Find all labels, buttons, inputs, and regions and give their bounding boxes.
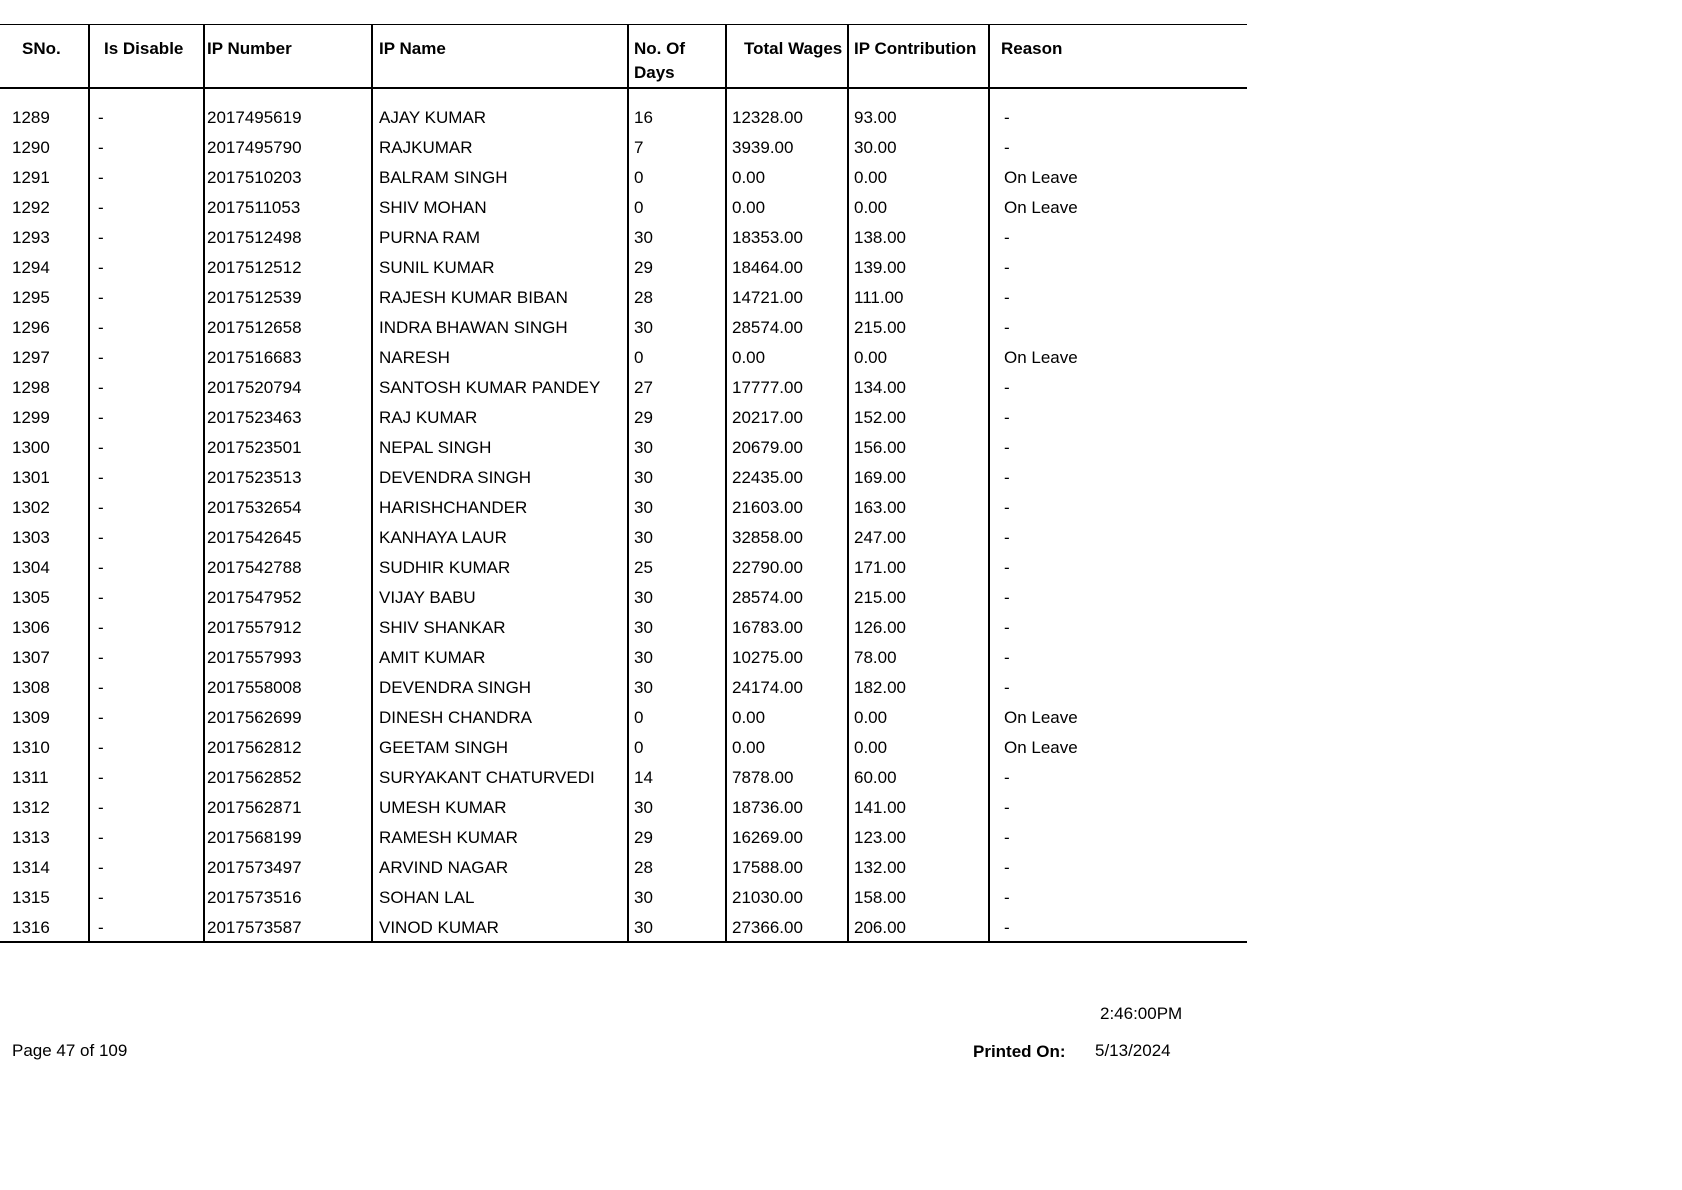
reason-cell: - bbox=[989, 133, 1247, 163]
reason-cell: - bbox=[989, 373, 1247, 403]
ip-name-cell: HARISHCHANDER bbox=[372, 493, 628, 523]
ip-name-cell: SANTOSH KUMAR PANDEY bbox=[372, 373, 628, 403]
printed-on-label: Printed On: bbox=[973, 1042, 1066, 1061]
sno-cell: 1291 bbox=[12, 168, 50, 187]
table-row bbox=[0, 763, 1247, 793]
ip-number-cell: 2017547952 bbox=[204, 583, 372, 613]
contribution-cell: 93.00 bbox=[848, 103, 989, 133]
contribution-cell: 156.00 bbox=[848, 433, 989, 463]
ip-name-cell: RAJ KUMAR bbox=[372, 403, 628, 433]
wages-cell: 16783.00 bbox=[726, 613, 848, 643]
days-cell: 27 bbox=[628, 373, 726, 403]
contribution-cell: 215.00 bbox=[848, 313, 989, 343]
table-row bbox=[0, 163, 1247, 193]
table-row bbox=[0, 553, 1247, 583]
ip-number-cell: 2017495619 bbox=[204, 103, 372, 133]
column-header-no-of-days: No. Of Days bbox=[628, 25, 726, 89]
sno-cell: 1306 bbox=[12, 618, 50, 637]
ip-name-cell: VIJAY BABU bbox=[372, 583, 628, 613]
is-disable-cell: - bbox=[89, 913, 204, 942]
ip-number-cell: 2017573587 bbox=[204, 913, 372, 942]
reason-cell: - bbox=[989, 913, 1247, 942]
column-header-reason: Reason bbox=[989, 25, 1247, 89]
contribution-cell: 132.00 bbox=[848, 853, 989, 883]
contribution-cell: 158.00 bbox=[848, 883, 989, 913]
sno-cell: 1299 bbox=[12, 408, 50, 427]
ip-number-cell: 2017495790 bbox=[204, 133, 372, 163]
is-disable-cell: - bbox=[89, 133, 204, 163]
reason-cell: - bbox=[989, 223, 1247, 253]
ip-number-cell: 2017562852 bbox=[204, 763, 372, 793]
is-disable-cell: - bbox=[89, 163, 204, 193]
wages-cell: 16269.00 bbox=[726, 823, 848, 853]
reason-cell: - bbox=[989, 673, 1247, 703]
ip-number-cell: 2017557912 bbox=[204, 613, 372, 643]
ip-name-cell: BALRAM SINGH bbox=[372, 163, 628, 193]
reason-cell: - bbox=[989, 463, 1247, 493]
days-cell: 29 bbox=[628, 403, 726, 433]
contribution-cell: 78.00 bbox=[848, 643, 989, 673]
wages-cell: 12328.00 bbox=[726, 103, 848, 133]
days-cell: 30 bbox=[628, 523, 726, 553]
table-row bbox=[0, 613, 1247, 643]
table-row bbox=[0, 403, 1247, 433]
table-row bbox=[0, 103, 1247, 133]
sno-cell: 1301 bbox=[12, 468, 50, 487]
ip-number-cell: 2017512512 bbox=[204, 253, 372, 283]
sno-cell: 1296 bbox=[12, 318, 50, 337]
is-disable-cell: - bbox=[89, 883, 204, 913]
column-header-is-disable: Is Disable bbox=[89, 25, 204, 89]
is-disable-cell: - bbox=[89, 613, 204, 643]
column-header-ip-name: IP Name bbox=[372, 25, 628, 89]
ip-name-cell: SHIV MOHAN bbox=[372, 193, 628, 223]
sno-cell: 1304 bbox=[12, 558, 50, 577]
contribution-cell: 182.00 bbox=[848, 673, 989, 703]
sno-cell: 1294 bbox=[12, 258, 50, 277]
days-cell: 0 bbox=[628, 163, 726, 193]
is-disable-cell: - bbox=[89, 313, 204, 343]
wages-cell: 17777.00 bbox=[726, 373, 848, 403]
ip-name-cell: AMIT KUMAR bbox=[372, 643, 628, 673]
column-header-ip-number: IP Number bbox=[204, 25, 372, 89]
ip-name-cell: SOHAN LAL bbox=[372, 883, 628, 913]
days-cell: 30 bbox=[628, 883, 726, 913]
ip-number-cell: 2017516683 bbox=[204, 343, 372, 373]
table-row bbox=[0, 493, 1247, 523]
is-disable-cell: - bbox=[89, 253, 204, 283]
wages-cell: 0.00 bbox=[726, 343, 848, 373]
wages-cell: 3939.00 bbox=[726, 133, 848, 163]
ip-name-cell: VINOD KUMAR bbox=[372, 913, 628, 942]
sno-cell: 1312 bbox=[12, 798, 50, 817]
is-disable-cell: - bbox=[89, 523, 204, 553]
days-cell: 30 bbox=[628, 583, 726, 613]
wages-cell: 22435.00 bbox=[726, 463, 848, 493]
contribution-cell: 138.00 bbox=[848, 223, 989, 253]
ip-name-cell: KANHAYA LAUR bbox=[372, 523, 628, 553]
contribution-cell: 139.00 bbox=[848, 253, 989, 283]
is-disable-cell: - bbox=[89, 763, 204, 793]
ip-name-cell: RAJKUMAR bbox=[372, 133, 628, 163]
ip-number-cell: 2017542645 bbox=[204, 523, 372, 553]
days-cell: 0 bbox=[628, 733, 726, 763]
table-row bbox=[0, 433, 1247, 463]
ip-name-cell: SUNIL KUMAR bbox=[372, 253, 628, 283]
ip-number-cell: 2017512498 bbox=[204, 223, 372, 253]
sno-cell: 1311 bbox=[12, 768, 49, 787]
table-row bbox=[0, 343, 1247, 373]
days-cell: 0 bbox=[628, 193, 726, 223]
reason-cell: - bbox=[989, 403, 1247, 433]
ip-number-cell: 2017573497 bbox=[204, 853, 372, 883]
contribution-cell: 141.00 bbox=[848, 793, 989, 823]
is-disable-cell: - bbox=[89, 103, 204, 133]
ip-number-cell: 2017523513 bbox=[204, 463, 372, 493]
contribution-cell: 171.00 bbox=[848, 553, 989, 583]
table-row bbox=[0, 583, 1247, 613]
table-row bbox=[0, 733, 1247, 763]
wages-cell: 24174.00 bbox=[726, 673, 848, 703]
is-disable-cell: - bbox=[89, 643, 204, 673]
reason-cell: - bbox=[989, 523, 1247, 553]
contribution-cell: 206.00 bbox=[848, 913, 989, 942]
ip-name-cell: ARVIND NAGAR bbox=[372, 853, 628, 883]
column-header-total-wages: Total Wages bbox=[726, 25, 848, 89]
reason-cell: - bbox=[989, 433, 1247, 463]
sno-cell: 1297 bbox=[12, 348, 50, 367]
sno-cell: 1314 bbox=[12, 858, 50, 877]
reason-cell: On Leave bbox=[989, 733, 1247, 763]
is-disable-cell: - bbox=[89, 493, 204, 523]
ip-name-cell: GEETAM SINGH bbox=[372, 733, 628, 763]
ip-number-cell: 2017568199 bbox=[204, 823, 372, 853]
ip-number-cell: 2017511053 bbox=[204, 193, 372, 223]
printed-date: 5/13/2024 bbox=[1095, 1041, 1171, 1060]
table-row bbox=[0, 883, 1247, 913]
sno-cell: 1303 bbox=[12, 528, 50, 547]
is-disable-cell: - bbox=[89, 463, 204, 493]
ip-name-cell: DEVENDRA SINGH bbox=[372, 463, 628, 493]
wages-cell: 28574.00 bbox=[726, 313, 848, 343]
reason-cell: - bbox=[989, 553, 1247, 583]
days-cell: 30 bbox=[628, 493, 726, 523]
reason-cell: On Leave bbox=[989, 343, 1247, 373]
reason-cell: - bbox=[989, 253, 1247, 283]
table-body bbox=[0, 88, 1247, 942]
table-row bbox=[0, 373, 1247, 403]
ip-number-cell: 2017510203 bbox=[204, 163, 372, 193]
sno-cell: 1289 bbox=[12, 108, 50, 127]
is-disable-cell: - bbox=[89, 703, 204, 733]
wages-cell: 20679.00 bbox=[726, 433, 848, 463]
sno-cell: 1309 bbox=[12, 708, 50, 727]
ip-number-cell: 2017520794 bbox=[204, 373, 372, 403]
ip-name-cell: NARESH bbox=[372, 343, 628, 373]
sno-cell: 1313 bbox=[12, 828, 50, 847]
table-row bbox=[0, 313, 1247, 343]
ip-name-cell: DINESH CHANDRA bbox=[372, 703, 628, 733]
sno-cell: 1298 bbox=[12, 378, 50, 397]
table-row bbox=[0, 253, 1247, 283]
is-disable-cell: - bbox=[89, 733, 204, 763]
contribution-cell: 215.00 bbox=[848, 583, 989, 613]
days-cell: 14 bbox=[628, 763, 726, 793]
reason-cell: - bbox=[989, 793, 1247, 823]
ip-number-cell: 2017562871 bbox=[204, 793, 372, 823]
reason-cell: - bbox=[989, 493, 1247, 523]
days-cell: 30 bbox=[628, 793, 726, 823]
ip-number-cell: 2017562812 bbox=[204, 733, 372, 763]
wages-cell: 21030.00 bbox=[726, 883, 848, 913]
contribution-cell: 0.00 bbox=[848, 733, 989, 763]
wages-cell: 20217.00 bbox=[726, 403, 848, 433]
is-disable-cell: - bbox=[89, 583, 204, 613]
is-disable-cell: - bbox=[89, 853, 204, 883]
table-row bbox=[0, 463, 1247, 493]
contribution-cell: 60.00 bbox=[848, 763, 989, 793]
contribution-cell: 126.00 bbox=[848, 613, 989, 643]
ip-name-cell: RAMESH KUMAR bbox=[372, 823, 628, 853]
table-row bbox=[0, 223, 1247, 253]
days-cell: 16 bbox=[628, 103, 726, 133]
ip-name-cell: SHIV SHANKAR bbox=[372, 613, 628, 643]
ip-number-cell: 2017558008 bbox=[204, 673, 372, 703]
wages-cell: 27366.00 bbox=[726, 913, 848, 942]
wages-cell: 0.00 bbox=[726, 193, 848, 223]
wages-cell: 28574.00 bbox=[726, 583, 848, 613]
wages-cell: 7878.00 bbox=[726, 763, 848, 793]
wages-cell: 32858.00 bbox=[726, 523, 848, 553]
is-disable-cell: - bbox=[89, 433, 204, 463]
table-row bbox=[0, 823, 1247, 853]
wages-cell: 18464.00 bbox=[726, 253, 848, 283]
reason-cell: - bbox=[989, 643, 1247, 673]
wages-cell: 18736.00 bbox=[726, 793, 848, 823]
wages-cell: 17588.00 bbox=[726, 853, 848, 883]
days-cell: 28 bbox=[628, 853, 726, 883]
wages-cell: 0.00 bbox=[726, 733, 848, 763]
ip-number-cell: 2017512658 bbox=[204, 313, 372, 343]
wages-cell: 0.00 bbox=[726, 163, 848, 193]
header-spacer-row bbox=[0, 88, 1247, 103]
table-row bbox=[0, 853, 1247, 883]
table-row bbox=[0, 193, 1247, 223]
reason-cell: On Leave bbox=[989, 703, 1247, 733]
days-cell: 30 bbox=[628, 223, 726, 253]
table-row bbox=[0, 793, 1247, 823]
reason-cell: - bbox=[989, 283, 1247, 313]
is-disable-cell: - bbox=[89, 793, 204, 823]
reason-cell: - bbox=[989, 853, 1247, 883]
contribution-cell: 0.00 bbox=[848, 163, 989, 193]
days-cell: 30 bbox=[628, 463, 726, 493]
wages-cell: 18353.00 bbox=[726, 223, 848, 253]
column-header-sno: SNo. bbox=[0, 25, 89, 89]
days-cell: 7 bbox=[628, 133, 726, 163]
ip-name-cell: INDRA BHAWAN SINGH bbox=[372, 313, 628, 343]
sno-cell: 1316 bbox=[12, 918, 50, 937]
contribution-cell: 163.00 bbox=[848, 493, 989, 523]
sno-cell: 1292 bbox=[12, 198, 50, 217]
reason-cell: - bbox=[989, 883, 1247, 913]
days-cell: 29 bbox=[628, 823, 726, 853]
reason-cell: - bbox=[989, 583, 1247, 613]
days-cell: 30 bbox=[628, 673, 726, 703]
contribution-cell: 134.00 bbox=[848, 373, 989, 403]
contribution-cell: 0.00 bbox=[848, 193, 989, 223]
is-disable-cell: - bbox=[89, 373, 204, 403]
contribution-cell: 0.00 bbox=[848, 343, 989, 373]
contribution-cell: 0.00 bbox=[848, 703, 989, 733]
sno-cell: 1315 bbox=[12, 888, 50, 907]
reason-cell: - bbox=[989, 313, 1247, 343]
ip-number-cell: 2017512539 bbox=[204, 283, 372, 313]
print-time: 2:46:00PM bbox=[1100, 1004, 1183, 1023]
table-header-row bbox=[0, 25, 1247, 89]
sno-cell: 1293 bbox=[12, 228, 50, 247]
days-cell: 30 bbox=[628, 613, 726, 643]
sno-cell: 1307 bbox=[12, 648, 50, 667]
contribution-cell: 111.00 bbox=[848, 283, 989, 313]
is-disable-cell: - bbox=[89, 343, 204, 373]
sno-cell: 1305 bbox=[12, 588, 50, 607]
days-cell: 30 bbox=[628, 313, 726, 343]
wages-cell: 14721.00 bbox=[726, 283, 848, 313]
sno-cell: 1300 bbox=[12, 438, 50, 457]
table-row bbox=[0, 673, 1247, 703]
ip-name-cell: PURNA RAM bbox=[372, 223, 628, 253]
contribution-cell: 30.00 bbox=[848, 133, 989, 163]
sno-cell: 1308 bbox=[12, 678, 50, 697]
wages-cell: 22790.00 bbox=[726, 553, 848, 583]
contribution-cell: 152.00 bbox=[848, 403, 989, 433]
is-disable-cell: - bbox=[89, 403, 204, 433]
reason-cell: - bbox=[989, 103, 1247, 133]
ip-number-cell: 2017523463 bbox=[204, 403, 372, 433]
contribution-cell: 247.00 bbox=[848, 523, 989, 553]
is-disable-cell: - bbox=[89, 673, 204, 703]
days-cell: 29 bbox=[628, 253, 726, 283]
wages-cell: 10275.00 bbox=[726, 643, 848, 673]
ip-name-cell: AJAY KUMAR bbox=[372, 103, 628, 133]
table-row bbox=[0, 703, 1247, 733]
table-row bbox=[0, 643, 1247, 673]
ip-number-cell: 2017542788 bbox=[204, 553, 372, 583]
days-cell: 0 bbox=[628, 703, 726, 733]
reason-cell: On Leave bbox=[989, 193, 1247, 223]
reason-cell: - bbox=[989, 823, 1247, 853]
reason-cell: On Leave bbox=[989, 163, 1247, 193]
is-disable-cell: - bbox=[89, 553, 204, 583]
reason-cell: - bbox=[989, 613, 1247, 643]
days-cell: 30 bbox=[628, 433, 726, 463]
sno-cell: 1302 bbox=[12, 498, 50, 517]
ip-name-cell: DEVENDRA SINGH bbox=[372, 673, 628, 703]
sno-cell: 1290 bbox=[12, 138, 50, 157]
reason-cell: - bbox=[989, 763, 1247, 793]
ip-number-cell: 2017523501 bbox=[204, 433, 372, 463]
page-number: Page 47 of 109 bbox=[12, 1041, 128, 1060]
ip-name-cell: NEPAL SINGH bbox=[372, 433, 628, 463]
is-disable-cell: - bbox=[89, 283, 204, 313]
ip-number-cell: 2017532654 bbox=[204, 493, 372, 523]
wages-cell: 21603.00 bbox=[726, 493, 848, 523]
days-cell: 30 bbox=[628, 643, 726, 673]
is-disable-cell: - bbox=[89, 193, 204, 223]
table-row bbox=[0, 523, 1247, 553]
column-header-ip-contribution: IP Contribution bbox=[848, 25, 989, 89]
ip-number-cell: 2017562699 bbox=[204, 703, 372, 733]
ip-name-cell: SUDHIR KUMAR bbox=[372, 553, 628, 583]
ip-name-cell: RAJESH KUMAR BIBAN bbox=[372, 283, 628, 313]
sno-cell: 1295 bbox=[12, 288, 50, 307]
ip-name-cell: UMESH KUMAR bbox=[372, 793, 628, 823]
table-row bbox=[0, 283, 1247, 313]
is-disable-cell: - bbox=[89, 823, 204, 853]
ip-number-cell: 2017557993 bbox=[204, 643, 372, 673]
contribution-cell: 169.00 bbox=[848, 463, 989, 493]
days-cell: 28 bbox=[628, 283, 726, 313]
days-cell: 25 bbox=[628, 553, 726, 583]
days-cell: 30 bbox=[628, 913, 726, 942]
sno-cell: 1310 bbox=[12, 738, 50, 757]
ip-number-cell: 2017573516 bbox=[204, 883, 372, 913]
wages-cell: 0.00 bbox=[726, 703, 848, 733]
table-row bbox=[0, 913, 1247, 942]
table-row bbox=[0, 133, 1247, 163]
days-cell: 0 bbox=[628, 343, 726, 373]
is-disable-cell: - bbox=[89, 223, 204, 253]
contribution-table bbox=[0, 24, 1247, 943]
contribution-cell: 123.00 bbox=[848, 823, 989, 853]
ip-name-cell: SURYAKANT CHATURVEDI bbox=[372, 763, 628, 793]
